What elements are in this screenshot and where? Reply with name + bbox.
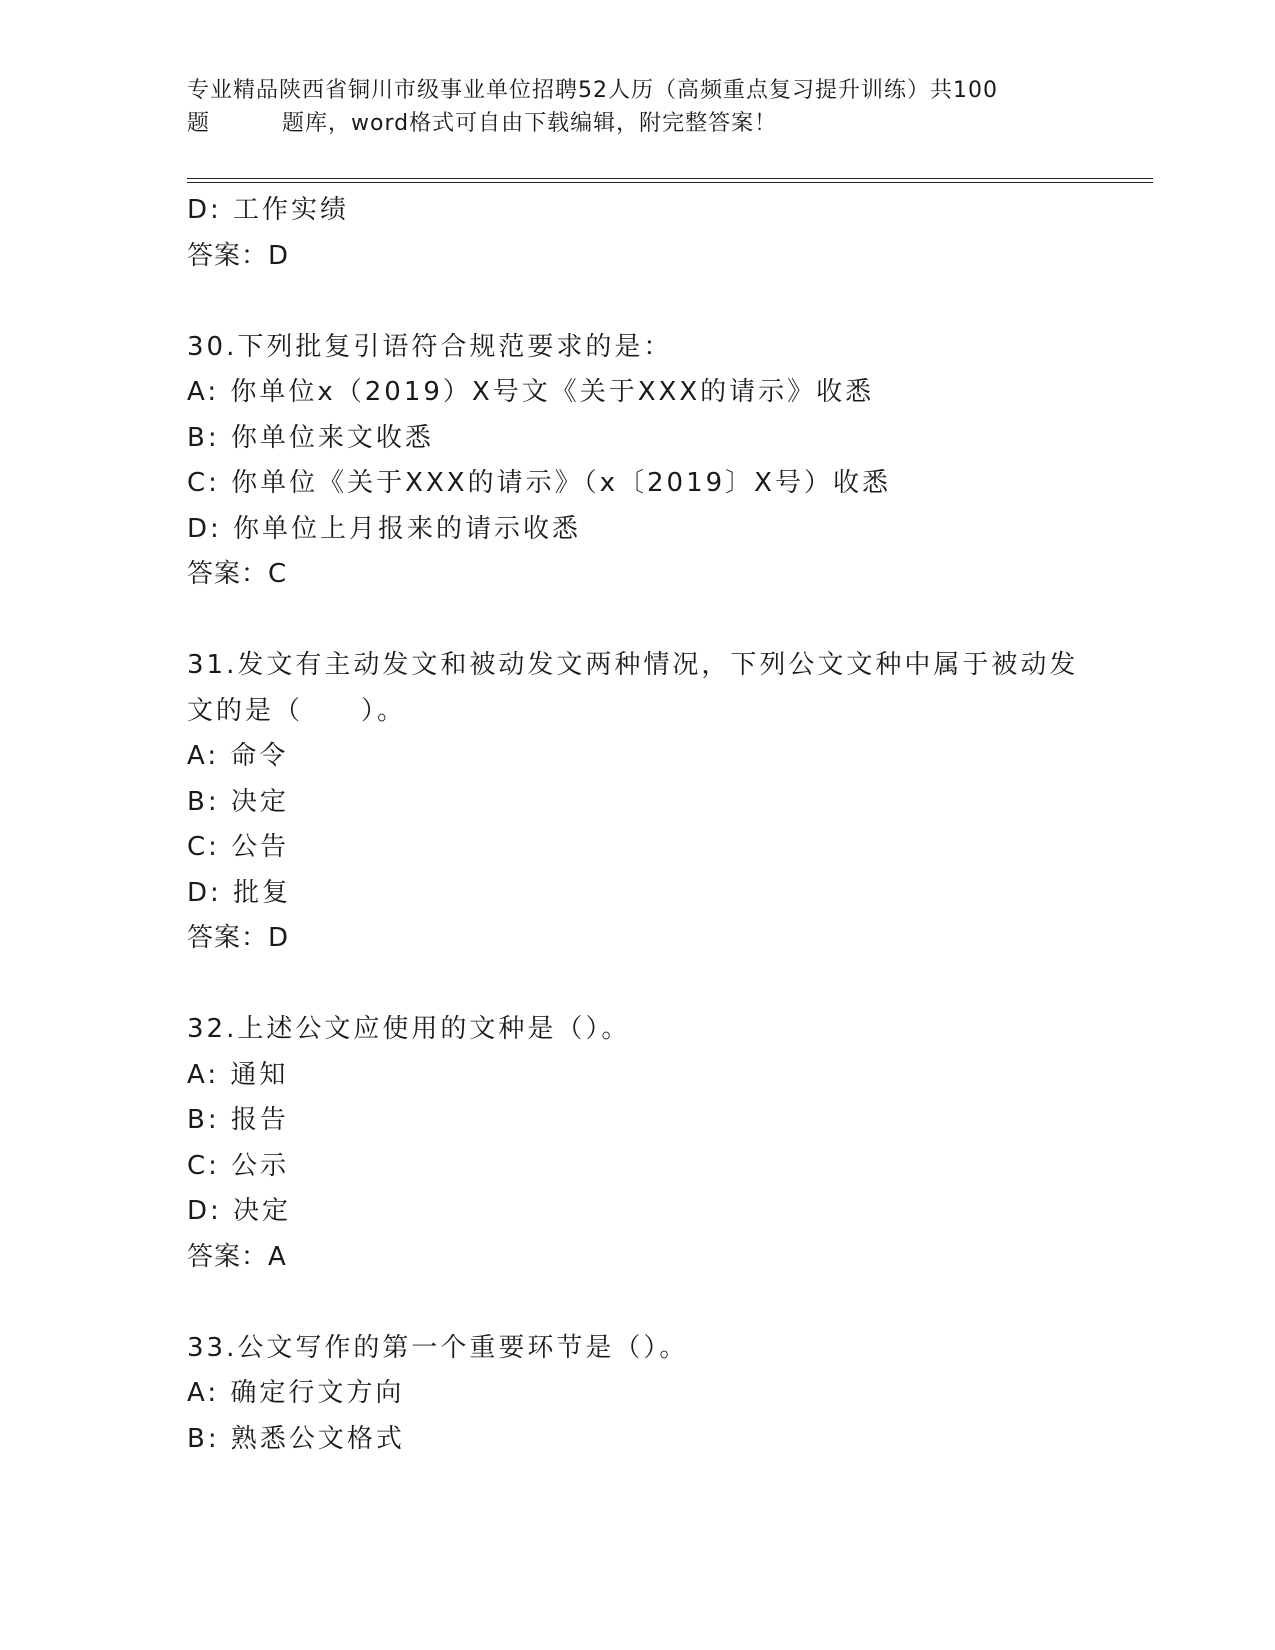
- question-text: 31.发文有主动发文和被动发文两种情况，下列公文文种中属于被动发: [187, 650, 1079, 680]
- page-header: [187, 74, 1077, 140]
- option-line: B: 熟悉公文格式: [187, 1423, 405, 1454]
- header-title-line2-start: 题: [187, 111, 211, 136]
- question-block: [187, 643, 1087, 962]
- option-line: A: 通知: [187, 1059, 289, 1090]
- option-line: A: 确定行文方向: [187, 1378, 405, 1408]
- option-line: D: 决定: [187, 1196, 292, 1226]
- option-line: D: 工作实绩: [187, 195, 350, 225]
- option-line: D: 你单位上月报来的请示收悉: [187, 513, 582, 544]
- question-text: 33.公文写作的第一个重要环节是（）。: [187, 1332, 689, 1363]
- option-line: B: 报告: [187, 1105, 289, 1135]
- option-line: B: 决定: [187, 786, 289, 817]
- answer-line: 答案：C: [187, 559, 288, 589]
- question-text-continued: 文的是（ ）。: [187, 695, 407, 726]
- question-text: 32.上述公文应使用的文种是（）。: [187, 1014, 631, 1044]
- option-line: C: 你单位《关于XXX的请示》（x〔2019〕X号）收悉: [187, 468, 891, 498]
- option-line: B: 你单位来文收悉: [187, 422, 434, 453]
- answer-line: 答案：A: [187, 1241, 287, 1272]
- header-title-line1: 专业精品陕西省铜川市级事业单位招聘52人历（高频重点复习提升训练）共100: [187, 78, 998, 103]
- question-text: 30.下列批复引语符合规范要求的是：: [187, 331, 673, 362]
- answer-line: 答案：D: [187, 240, 290, 271]
- option-line: A: 命令: [187, 741, 289, 771]
- document-body: [187, 188, 1087, 1462]
- question-block: [187, 1007, 1087, 1280]
- header-title-line2: [187, 107, 1077, 140]
- question-block: [187, 325, 1087, 598]
- question-tail: [187, 188, 1087, 279]
- header-rule-bottom: [187, 182, 1153, 183]
- header-rule-top: [187, 178, 1153, 179]
- question-block: [187, 1326, 1087, 1463]
- option-line: C: 公示: [187, 1150, 290, 1181]
- option-line: D: 批复: [187, 877, 292, 908]
- option-line: A: 你单位x（2019）X号文《关于XXX的请示》收悉: [187, 377, 875, 407]
- header-title-line2-rest: 题库，word格式可自由下载编辑，附完整答案！: [282, 111, 778, 136]
- answer-line: 答案：D: [187, 923, 290, 953]
- option-line: C: 公告: [187, 832, 290, 862]
